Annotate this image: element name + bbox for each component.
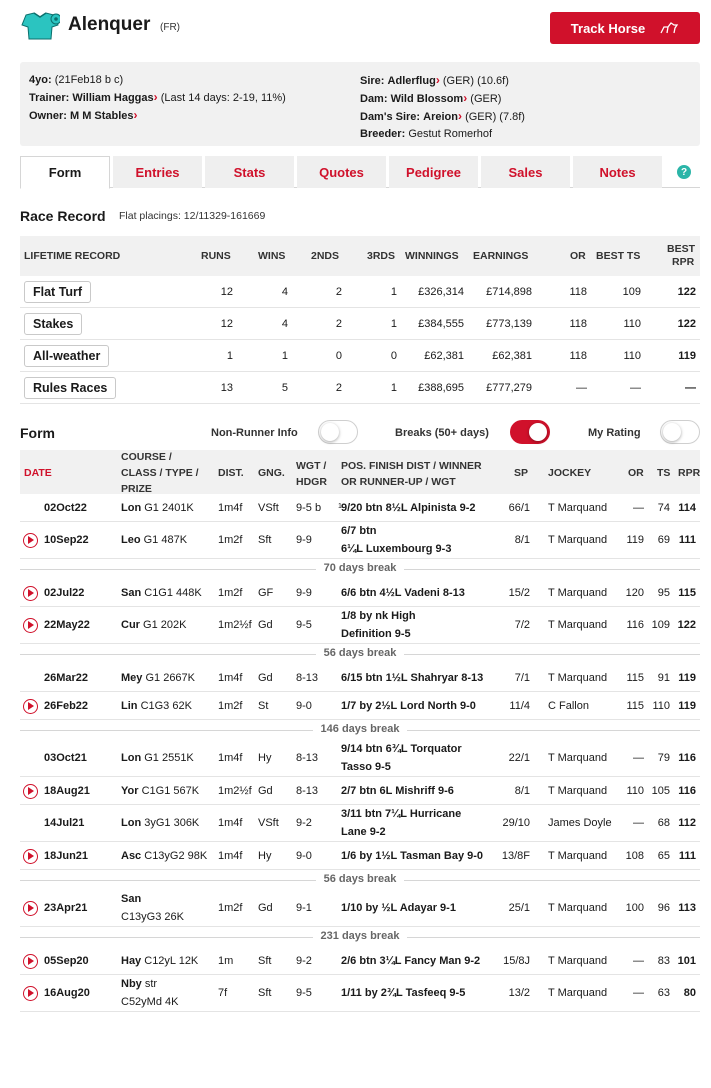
horse-country: (FR): [160, 22, 180, 33]
lifetime-seconds-cell: 2: [335, 286, 342, 298]
race-weight: 9-0: [296, 849, 312, 862]
topspeed: 79: [657, 752, 670, 764]
racing-post-rating: 114: [678, 501, 696, 514]
race-course[interactable]: [121, 815, 199, 832]
race-date[interactable]: 10Sep22: [44, 534, 89, 546]
race-class: C1G1 448K: [144, 586, 202, 599]
age-line: 4yo: (21Feb18 b c): [29, 74, 124, 86]
trainer-link[interactable]: William Haggas: [72, 92, 154, 104]
days-break-label: 56 days break: [316, 647, 405, 659]
chevron-right-icon: ›: [133, 108, 138, 122]
race-course[interactable]: [121, 953, 198, 970]
race-distance: 1m4f: [218, 817, 243, 829]
race-going: Hy: [258, 849, 272, 862]
tab-sales[interactable]: Sales: [481, 156, 570, 188]
form-row[interactable]: [20, 740, 700, 777]
form-row[interactable]: [20, 579, 700, 607]
flat-placings: Flat placings: 12/11329-161669: [119, 210, 266, 222]
race-result[interactable]: 2/6 btn 3¼L Fancy Man 9-2: [341, 954, 481, 967]
days-break-label: 70 days break: [316, 562, 405, 574]
race-result[interactable]: 1/11 by 2¾L Tasfeeq 9-5: [341, 987, 466, 999]
race-weight: 9-5 b: [296, 501, 322, 514]
date-sort-header[interactable]: DATE: [24, 467, 52, 479]
race-distance: 1m2f: [218, 699, 243, 712]
damsire-link[interactable]: Areion: [423, 111, 458, 123]
race-going: Sft: [258, 987, 272, 999]
course-name[interactable]: Nby: [121, 978, 142, 990]
race-class: G1 2401K: [144, 501, 194, 514]
race-class: G1 487K: [143, 534, 188, 546]
topspeed: 68: [657, 817, 670, 829]
track-horse-label: Track Horse: [570, 20, 646, 36]
jockey-name[interactable]: T Marquand: [548, 671, 608, 684]
starting-price: 8/1: [514, 784, 530, 797]
days-break-divider: [20, 559, 700, 579]
form-row[interactable]: [20, 842, 700, 870]
tab-notes[interactable]: Notes: [573, 156, 662, 188]
lifetime-wins-cell: 5: [281, 382, 288, 394]
starting-price: 25/1: [508, 902, 530, 914]
lifetime-or-cell: 118: [569, 318, 587, 330]
race-distance: 1m4f: [218, 501, 243, 514]
video-replay-icon[interactable]: [23, 586, 38, 601]
official-rating: 115: [626, 699, 644, 712]
lifetime-earnings-cell: £773,139: [486, 318, 532, 330]
lifetime-record-table: [20, 236, 700, 404]
race-class: G1 2667K: [145, 671, 196, 684]
breeder-line: Breeder: Gestut Romerhof: [360, 128, 493, 140]
race-date[interactable]: 18Jun21: [44, 849, 89, 862]
lifetime-ts-cell: —: [630, 382, 641, 394]
race-result[interactable]: 6/15 btn 1½L Shahryar 8-13: [341, 671, 484, 684]
official-rating: 108: [625, 849, 644, 862]
chevron-right-icon: ›: [153, 90, 158, 104]
topspeed: 69: [657, 534, 670, 546]
racing-post-rating: 111: [678, 534, 696, 546]
course-name[interactable]: Hay: [121, 954, 142, 967]
race-result-cont[interactable]: 6¼L Luxembourg 9-3: [341, 543, 452, 555]
tab-quotes[interactable]: Quotes: [297, 156, 386, 188]
race-weight: 8-13: [296, 784, 319, 797]
race-result-cont[interactable]: Lane 9-2: [341, 826, 386, 838]
form-row[interactable]: [20, 522, 700, 559]
lifetime-wins-cell: 4: [281, 318, 288, 330]
race-date[interactable]: 22May22: [44, 619, 90, 631]
form-row[interactable]: [20, 975, 700, 1012]
race-result-cont[interactable]: Tasso 9-5: [341, 761, 391, 773]
race-going: GF: [258, 586, 274, 599]
racing-post-rating: 119: [678, 699, 696, 712]
race-class: C1G1 567K: [141, 784, 200, 797]
lifetime-ts-cell: 109: [622, 286, 641, 298]
starting-price: 66/1: [508, 501, 530, 514]
video-replay-icon[interactable]: [23, 954, 38, 969]
race-going: Sft: [258, 534, 272, 546]
tab-form[interactable]: Form: [20, 156, 110, 189]
sire-link[interactable]: Adlerflug: [387, 75, 436, 87]
lifetime-earnings-cell: £777,279: [486, 382, 532, 394]
course-name[interactable]: Lin: [121, 699, 138, 712]
race-going: St: [258, 699, 269, 712]
non-runner-toggle-label: Non-Runner Info: [211, 427, 298, 439]
lifetime-runs-cell: 13: [220, 382, 233, 394]
race-course[interactable]: [121, 617, 186, 634]
non-runner-toggle[interactable]: [318, 420, 358, 444]
race-going: VSft: [258, 817, 279, 829]
jockey-name[interactable]: James Doyle: [548, 817, 612, 829]
form-row[interactable]: [20, 692, 700, 720]
lifetime-winnings-cell: £326,314: [418, 286, 464, 298]
horse-header: [0, 0, 711, 56]
lifetime-thirds-cell: 1: [390, 382, 397, 394]
racing-post-rating: 113: [678, 902, 696, 914]
race-result[interactable]: 2/7 btn 6L Mishriff 9-6: [341, 784, 454, 797]
damsire-line: Dam's Sire: Areion› (GER) (7.8f): [360, 109, 525, 123]
race-distance: 1m4f: [218, 671, 243, 684]
starting-price: 13/2: [508, 987, 530, 999]
course-name[interactable]: Lon: [121, 752, 142, 764]
lifetime-row: [20, 340, 700, 372]
race-date[interactable]: 26Feb22: [44, 699, 89, 712]
lifetime-rpr-cell: 119: [678, 350, 696, 362]
topspeed: 63: [657, 987, 670, 999]
lifetime-winnings-cell: £62,381: [424, 350, 464, 362]
starting-price: 7/2: [514, 619, 530, 631]
jockey-name[interactable]: T Marquand: [548, 902, 608, 914]
jockey-name[interactable]: T Marquand: [548, 987, 608, 999]
jockey-silks-icon: [20, 11, 60, 41]
official-rating: 110: [626, 784, 644, 797]
racing-post-rating: 111: [678, 849, 696, 862]
starting-price: 13/8F: [501, 849, 530, 862]
race-result[interactable]: 6/7 btn: [341, 525, 377, 537]
starting-price: 11/4: [509, 699, 530, 712]
race-result[interactable]: 1/8 by nk High: [341, 610, 416, 622]
chevron-right-icon: ›: [463, 91, 468, 105]
race-class: C12yL 12K: [144, 954, 199, 967]
tab-pedigree[interactable]: Pedigree: [389, 156, 478, 188]
race-going: Hy: [258, 752, 272, 764]
lifetime-thirds-cell: 1: [390, 286, 397, 298]
lifetime-row: [20, 372, 700, 404]
lifetime-rpr-cell: —: [685, 382, 696, 394]
race-going: Gd: [258, 619, 273, 631]
race-course[interactable]: [121, 976, 157, 993]
race-class: G1 2551K: [144, 752, 194, 764]
race-result[interactable]: 1/7 by 2½L Lord North 9-0: [341, 699, 476, 712]
race-distance: 1m2f: [218, 586, 243, 599]
jockey-name[interactable]: T Marquand: [548, 586, 608, 599]
race-record-title: Race Record: [20, 208, 106, 224]
starting-price: 15/8J: [503, 954, 530, 967]
race-class: G1 202K: [143, 619, 187, 631]
horse-tabs: [20, 156, 700, 188]
race-course[interactable]: [121, 750, 194, 767]
race-weight: 9-2: [296, 817, 312, 829]
lifetime-row: [20, 276, 700, 308]
sire-line: Sire: Adlerflug› (GER) (10.6f): [360, 73, 509, 87]
jockey-name[interactable]: T Marquand: [548, 619, 608, 631]
jockey-name[interactable]: C Fallon: [548, 699, 589, 712]
topspeed: 105: [651, 784, 670, 797]
lifetime-category-button[interactable]: All-weather: [24, 345, 109, 367]
race-class: C52yMd 4K: [121, 996, 179, 1008]
my-rating-toggle[interactable]: [660, 420, 700, 444]
racing-post-rating: 122: [677, 619, 696, 631]
lifetime-wins-cell: 1: [281, 350, 288, 362]
lifetime-header-row: LIFETIME RECORD RUNS WINS 2NDS 3RDS WINNINGS EARNINGS OR BEST TS BEST RPR: [20, 236, 700, 276]
race-course[interactable]: [121, 585, 202, 602]
official-rating: —: [633, 817, 644, 829]
race-course[interactable]: [121, 500, 194, 517]
official-rating: 115: [626, 671, 644, 684]
course-name[interactable]: Lon: [121, 501, 142, 514]
race-going: Sft: [258, 954, 272, 967]
race-date[interactable]: 02Oct22: [44, 501, 87, 514]
race-distance: 1m2f: [218, 534, 243, 546]
race-result[interactable]: 9/14 btn 6¾L Torquator: [341, 743, 462, 755]
race-weight: 9-1: [296, 902, 312, 914]
days-break-divider: [20, 927, 700, 947]
official-rating: 116: [626, 619, 644, 631]
race-date[interactable]: 02Jul22: [44, 586, 85, 599]
horse-name: Alenquer: [68, 14, 151, 35]
lifetime-category-button[interactable]: Flat Turf: [24, 281, 91, 303]
starting-price: 8/1: [514, 534, 530, 546]
form-title: Form: [20, 425, 55, 441]
trainer-line: Trainer: William Haggas› (Last 14 days: 2-19, 11%): [29, 90, 286, 104]
lifetime-wins-cell: 4: [281, 286, 288, 298]
lifetime-earnings-cell: £714,898: [486, 286, 532, 298]
lifetime-thirds-cell: 1: [390, 318, 397, 330]
race-distance: 1m2½f: [218, 784, 252, 797]
form-row[interactable]: [20, 947, 700, 975]
topspeed: 91: [657, 671, 670, 684]
official-rating: —: [633, 752, 644, 764]
race-distance: 1m2f: [218, 902, 243, 914]
course-name[interactable]: San: [121, 586, 142, 599]
days-break-divider: [20, 870, 700, 890]
race-date[interactable]: 26Mar22: [44, 671, 89, 684]
horse-info-panel: [20, 62, 700, 146]
form-row[interactable]: [20, 805, 700, 842]
video-replay-icon[interactable]: [23, 901, 38, 916]
video-replay-icon[interactable]: [23, 618, 38, 633]
course-name[interactable]: Cur: [121, 619, 140, 631]
race-course[interactable]: [121, 891, 141, 908]
jockey-name[interactable]: T Marquand: [548, 954, 608, 967]
starting-price: 22/1: [508, 752, 530, 764]
lifetime-seconds-cell: 2: [335, 318, 342, 330]
race-going: VSft: [258, 501, 279, 514]
official-rating: —: [633, 954, 644, 967]
official-rating: 120: [625, 586, 644, 599]
lifetime-winnings-cell: £388,695: [418, 382, 464, 394]
owner-link[interactable]: M M Stables: [69, 110, 134, 122]
headgear-first-time: 1: [338, 502, 342, 510]
lifetime-row: [20, 308, 700, 340]
my-rating-toggle-label: My Rating: [588, 427, 641, 439]
owner-line: Owner: M M Stables›: [29, 108, 138, 122]
lifetime-or-cell: —: [576, 382, 587, 394]
course-name[interactable]: Lon: [121, 817, 142, 829]
race-course[interactable]: [121, 783, 199, 800]
official-rating: —: [633, 987, 644, 999]
racing-post-rating: 101: [677, 954, 696, 967]
topspeed: 95: [657, 586, 670, 599]
chevron-right-icon: ›: [435, 73, 440, 87]
lifetime-rpr-cell: 122: [677, 318, 696, 330]
race-course[interactable]: [121, 670, 195, 687]
breaks-toggle-label: Breaks (50+ days): [395, 427, 489, 439]
race-course[interactable]: [121, 698, 192, 715]
lifetime-seconds-cell: 0: [335, 350, 342, 362]
lifetime-category-button[interactable]: Stakes: [24, 313, 82, 335]
race-date[interactable]: 16Aug20: [44, 987, 90, 999]
race-weight: 9-2: [296, 954, 312, 967]
topspeed: 96: [657, 902, 670, 914]
tab-entries[interactable]: Entries: [113, 156, 202, 188]
racing-post-rating: 119: [678, 671, 696, 684]
lifetime-or-cell: 118: [569, 350, 587, 362]
race-weight: 9-5: [296, 619, 312, 631]
topspeed: 65: [657, 849, 670, 862]
course-name[interactable]: Leo: [121, 534, 141, 546]
track-horse-button[interactable]: [550, 12, 700, 44]
race-going: Gd: [258, 671, 273, 684]
video-replay-icon[interactable]: [23, 533, 38, 548]
lifetime-thirds-cell: 0: [390, 350, 397, 362]
course-name[interactable]: San: [121, 893, 142, 905]
starting-price: 15/2: [508, 586, 530, 599]
jockey-name[interactable]: T Marquand: [548, 501, 608, 514]
race-distance: 1m4f: [218, 752, 243, 764]
course-name[interactable]: Mey: [121, 671, 143, 684]
lifetime-seconds-cell: 2: [335, 382, 342, 394]
form-header-row: DATE COURSE / CLASS / TYPE / PRIZE DIST. GNG. WGT / HDGR POS. FINISH DIST / WINNER OR RUNNER-UP / WGT SP JOCKEY OR TS RPR: [20, 450, 700, 494]
course-name[interactable]: Yor: [121, 784, 139, 797]
race-date[interactable]: 18Aug21: [44, 784, 90, 797]
lifetime-category-button[interactable]: Rules Races: [24, 377, 116, 399]
race-result[interactable]: 1/10 by ½L Adayar 9-1: [341, 902, 456, 914]
starting-price: 29/10: [502, 817, 530, 829]
lifetime-runs-cell: 12: [220, 318, 233, 330]
video-replay-icon[interactable]: [23, 784, 38, 799]
race-date[interactable]: 03Oct21: [44, 752, 87, 764]
race-date[interactable]: 23Apr21: [44, 902, 88, 914]
form-row[interactable]: [20, 494, 700, 522]
breaks-toggle[interactable]: [510, 420, 550, 444]
days-break-label: 146 days break: [313, 723, 408, 735]
race-date[interactable]: 05Sep20: [44, 954, 89, 967]
race-result[interactable]: 3/11 btn 7¼L Hurricane: [341, 808, 462, 820]
official-rating: —: [633, 501, 644, 514]
race-weight: 9-9: [296, 586, 312, 599]
race-weight: 8-13: [296, 752, 319, 764]
topspeed: 74: [657, 501, 670, 514]
video-replay-icon[interactable]: [23, 986, 38, 1001]
topspeed: 109: [651, 619, 670, 631]
days-break-divider: [20, 644, 700, 664]
racing-post-rating: 115: [678, 586, 696, 599]
race-distance: 1m4f: [218, 849, 243, 862]
chevron-right-icon: ›: [458, 109, 462, 123]
race-result-cont[interactable]: Definition 9-5: [341, 628, 411, 640]
lifetime-winnings-cell: £384,555: [418, 318, 464, 330]
form-row[interactable]: [20, 890, 700, 927]
days-break-divider: [20, 720, 700, 740]
race-weight: 9-0: [296, 699, 312, 712]
race-distance: 1m: [218, 954, 234, 967]
jockey-name[interactable]: T Marquand: [548, 784, 608, 797]
help-icon[interactable]: ?: [677, 165, 691, 179]
lifetime-ts-cell: 110: [623, 350, 641, 362]
lifetime-earnings-cell: £62,381: [492, 350, 532, 362]
race-going: Gd: [258, 902, 273, 914]
race-weight: 8-13: [296, 671, 319, 684]
racing-post-rating: 80: [683, 987, 696, 999]
course-name[interactable]: Asc: [121, 849, 142, 862]
race-result[interactable]: 9/20 btn 8½L Alpinista 9-2: [341, 501, 476, 514]
form-row[interactable]: [20, 664, 700, 692]
tab-stats[interactable]: Stats: [205, 156, 294, 188]
dam-link[interactable]: Wild Blossom: [390, 93, 464, 105]
jockey-name[interactable]: T Marquand: [548, 849, 608, 862]
race-date[interactable]: 14Jul21: [44, 817, 85, 829]
topspeed: 110: [652, 699, 670, 712]
form-table: [20, 450, 700, 1012]
lifetime-ts-cell: 110: [623, 318, 641, 330]
days-break-label: 231 days break: [313, 930, 408, 942]
race-class: C13yG2 98K: [144, 849, 208, 862]
topspeed: 83: [657, 954, 670, 967]
race-class: C13yG3 26K: [121, 911, 184, 923]
form-row[interactable]: [20, 607, 700, 644]
racing-post-rating: 116: [678, 752, 696, 764]
race-result[interactable]: 6/6 btn 4½L Vadeni 8-13: [341, 586, 465, 599]
racing-post-rating: 116: [678, 784, 696, 797]
lifetime-runs-cell: 1: [226, 350, 233, 362]
starting-price: 7/1: [514, 671, 530, 684]
race-weight: 9-9: [296, 534, 312, 546]
racing-post-rating: 112: [678, 817, 696, 829]
video-replay-icon[interactable]: [23, 699, 38, 714]
dam-line: Dam: Wild Blossom› (GER): [360, 91, 502, 105]
race-weight: 9-5: [296, 987, 312, 999]
video-replay-icon[interactable]: [23, 849, 38, 864]
race-class: 3yG1 306K: [144, 817, 200, 829]
race-distance: 7f: [218, 987, 228, 999]
lifetime-runs-cell: 12: [220, 286, 233, 298]
race-going: Gd: [258, 784, 273, 797]
race-result[interactable]: 1/6 by 1½L Tasman Bay 9-0: [341, 849, 484, 862]
race-course[interactable]: [121, 848, 207, 865]
lifetime-rpr-cell: 122: [677, 286, 696, 298]
form-row[interactable]: [20, 777, 700, 805]
race-course[interactable]: [121, 532, 187, 549]
horse-tracker-icon: [659, 21, 679, 35]
days-break-label: 56 days break: [316, 873, 405, 885]
jockey-name[interactable]: T Marquand: [548, 752, 608, 764]
jockey-name[interactable]: T Marquand: [548, 534, 608, 546]
race-class: C1G3 62K: [140, 699, 192, 712]
course-extra: str: [144, 978, 158, 990]
official-rating: 119: [626, 534, 644, 546]
lifetime-or-cell: 118: [569, 286, 587, 298]
race-distance: 1m2½f: [218, 619, 252, 631]
official-rating: 100: [625, 902, 644, 914]
